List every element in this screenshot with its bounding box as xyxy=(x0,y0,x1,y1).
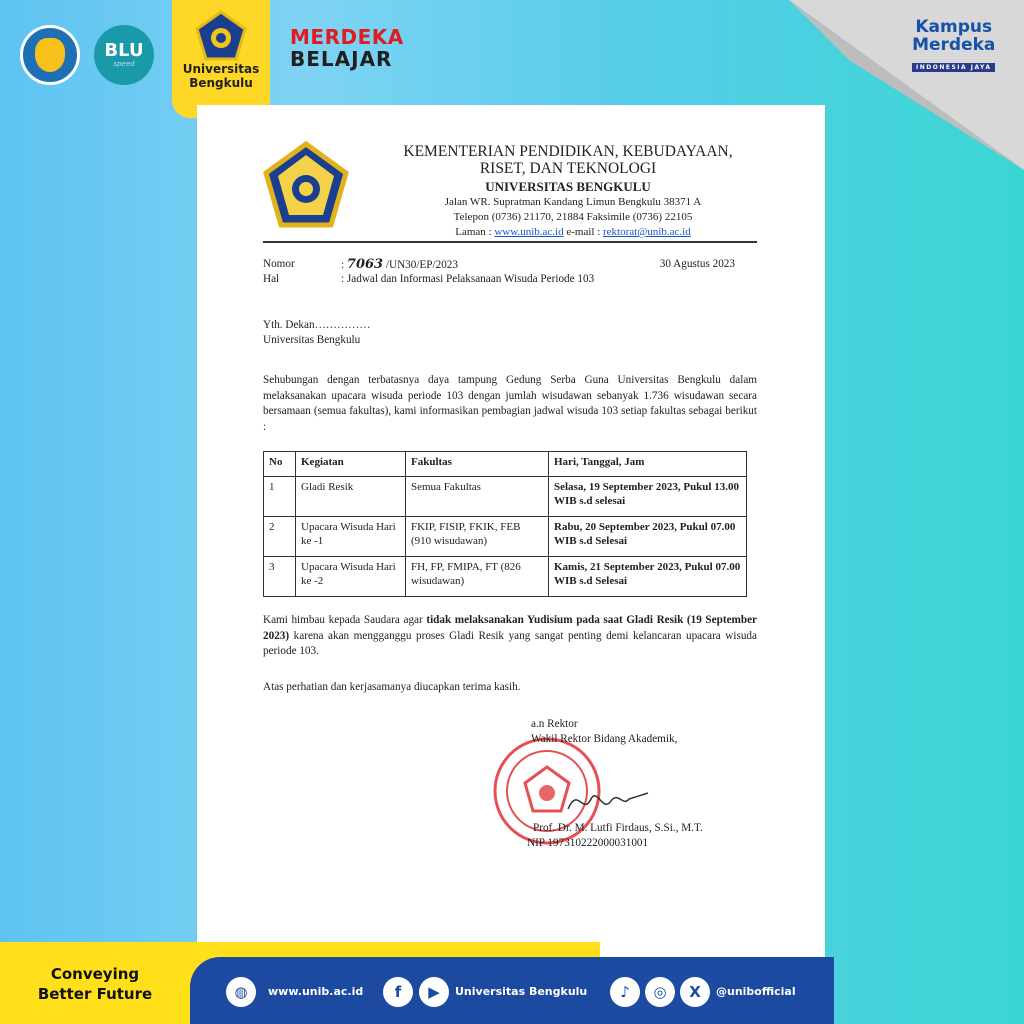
letter-meta xyxy=(263,257,757,287)
tutwuri-logo xyxy=(20,25,80,85)
slogan-line1: Conveying xyxy=(50,965,140,983)
cell-fakultas: Semua Fakultas xyxy=(406,477,549,517)
header-hari: Hari, Tanggal, Jam xyxy=(549,452,747,477)
website-link[interactable]: www.unib.ac.id xyxy=(494,226,564,238)
table-row xyxy=(264,557,747,597)
cell-fakultas: FKIP, FISIP, FKIK, FEB (910 wisudawan) xyxy=(406,517,549,557)
kampus-merdeka-logo xyxy=(912,18,995,73)
cell-no: 2 xyxy=(264,517,296,557)
cell-hari: Kamis, 21 September 2023, Pukul 07.00 WIB s.d Selesai xyxy=(549,557,747,597)
web-label: Laman : xyxy=(455,226,495,238)
ministry-heading xyxy=(379,143,757,177)
header-fakultas: Fakultas xyxy=(406,452,549,477)
closing-paragraph: Atas perhatian dan kerjasamanya diucapkan terima kasih. xyxy=(263,681,521,693)
email-label: e-mail : xyxy=(563,226,604,238)
merdeka-text: MERDEKA xyxy=(290,25,404,49)
cell-no: 1 xyxy=(264,477,296,517)
recipient xyxy=(263,318,371,348)
nomor-code: /UN30/EP/2023 xyxy=(385,259,458,271)
notice-bold: tidak melaksanakan Yudisium pada saat Gladi Resik (19 September 2023) xyxy=(263,614,758,642)
intro-paragraph: Sehubungan dengan terbatasnya daya tampung Gedung Serba Guna Universitas Bengkulu dalam melaksanakan upacara wisuda periode 103 dengan jumlah wisudawan sebanyak 1.736 wisudawan secara bersamaan (semua fakultas), kami informasikan pembagian jadwal wisuda 103 setiap fakultas sebagai berikut : xyxy=(263,374,757,433)
blu-title: BLU xyxy=(104,40,144,61)
signer-name: Prof. Dr. M. Lutfi Firdaus, S.Si., M.T. xyxy=(533,822,703,834)
notice-text-a: Kami himbau kepada Saudara agar xyxy=(263,614,427,626)
notice-paragraph xyxy=(263,613,757,660)
unib-logo-tab xyxy=(172,0,270,118)
table-row xyxy=(264,477,747,517)
nomor-label: Nomor xyxy=(263,258,295,270)
blu-logo xyxy=(94,25,154,85)
ministry-line2: RISET, DAN TEKNOLOGI xyxy=(479,160,657,177)
slogan-line2: Better Future xyxy=(37,985,153,1003)
nomor-value: : 7063 /UN30/EP/2023 xyxy=(341,257,458,272)
cell-hari: Rabu, 20 September 2023, Pukul 07.00 WIB s.d Selesai xyxy=(549,517,747,557)
phone-line: Telepon (0736) 21170, 21884 Faksimile (0736) 22105 xyxy=(453,211,693,223)
cell-kegiatan: Upacara Wisuda Hari ke -1 xyxy=(296,517,406,557)
letter-paper xyxy=(197,105,825,965)
schedule-table xyxy=(263,451,747,597)
university-crest-icon xyxy=(263,141,349,229)
hal-label: Hal xyxy=(263,273,280,285)
footer-handle[interactable]: @unibofficial xyxy=(716,985,796,998)
sign-line1: a.n Rektor xyxy=(531,718,578,730)
kampus-text: Kampus xyxy=(915,17,993,37)
footer-slogan xyxy=(0,964,190,1004)
web-line xyxy=(403,225,743,240)
cell-kegiatan: Gladi Resik xyxy=(296,477,406,517)
notice-text-b: karena akan mengganggu proses Gladi Resik yang sangat penting demi kelancaran upacara wisuda periode 103. xyxy=(263,629,757,657)
footer-website[interactable]: www.unib.ac.id xyxy=(268,985,364,998)
merdeka-belajar-logo xyxy=(290,26,404,70)
university-heading: UNIVERSITAS BENGKULU xyxy=(485,179,651,194)
tiktok-icon[interactable]: ♪ xyxy=(610,977,640,1007)
unib-name-line2: Bengkulu xyxy=(189,76,253,90)
header-no: No xyxy=(264,452,296,477)
cell-hari: Selasa, 19 September 2023, Pukul 13.00 WIB s.d selesai xyxy=(549,477,747,517)
letterhead-address xyxy=(403,195,743,240)
indonesia-jaya-tag: INDONESIA JAYA xyxy=(912,63,995,72)
signature-icon xyxy=(563,781,653,821)
x-icon[interactable]: X xyxy=(680,977,710,1007)
globe-icon[interactable]: ◍ xyxy=(226,977,256,1007)
top-bar xyxy=(0,0,1024,110)
address-line: Jalan WR. Supratman Kandang Limun Bengkulu 38371 A xyxy=(444,196,702,208)
nomor-handwritten: 7063 xyxy=(346,257,384,272)
footer-facebook-youtube[interactable]: Universitas Bengkulu xyxy=(455,985,588,998)
email-link[interactable]: rektorat@unib.ac.id xyxy=(603,226,691,238)
signer-nip: NIP 197310222000031001 xyxy=(527,837,649,849)
sign-line2: Wakil Rektor Bidang Akademik, xyxy=(531,733,678,745)
header-kegiatan: Kegiatan xyxy=(296,452,406,477)
belajar-text: BELAJAR xyxy=(290,47,393,71)
signature-block xyxy=(531,717,771,747)
table-header-row xyxy=(264,452,747,477)
table-row xyxy=(264,517,747,557)
recipient-line1: Yth. Dekan…………… xyxy=(263,319,371,331)
cell-fakultas: FH, FP, FMIPA, FT (826 wisudawan) xyxy=(406,557,549,597)
ministry-line1: KEMENTERIAN PENDIDIKAN, KEBUDAYAAN, xyxy=(403,143,733,160)
youtube-icon[interactable]: ▶ xyxy=(419,977,449,1007)
blu-sub: speed xyxy=(113,60,135,68)
hal-value: : Jadwal dan Informasi Pelaksanaan Wisuda Periode 103 xyxy=(341,273,595,285)
unib-emblem-icon xyxy=(195,10,247,62)
cell-kegiatan: Upacara Wisuda Hari ke -2 xyxy=(296,557,406,597)
facebook-icon[interactable]: f xyxy=(383,977,413,1007)
letter-date: 30 Agustus 2023 xyxy=(659,258,735,270)
cell-no: 3 xyxy=(264,557,296,597)
unib-name-line1: Universitas xyxy=(182,62,260,76)
letterhead-rule xyxy=(263,241,757,243)
merdeka-kampus-text: Merdeka xyxy=(912,35,996,55)
recipient-line2: Universitas Bengkulu xyxy=(263,334,361,346)
instagram-icon[interactable]: ◎ xyxy=(645,977,675,1007)
